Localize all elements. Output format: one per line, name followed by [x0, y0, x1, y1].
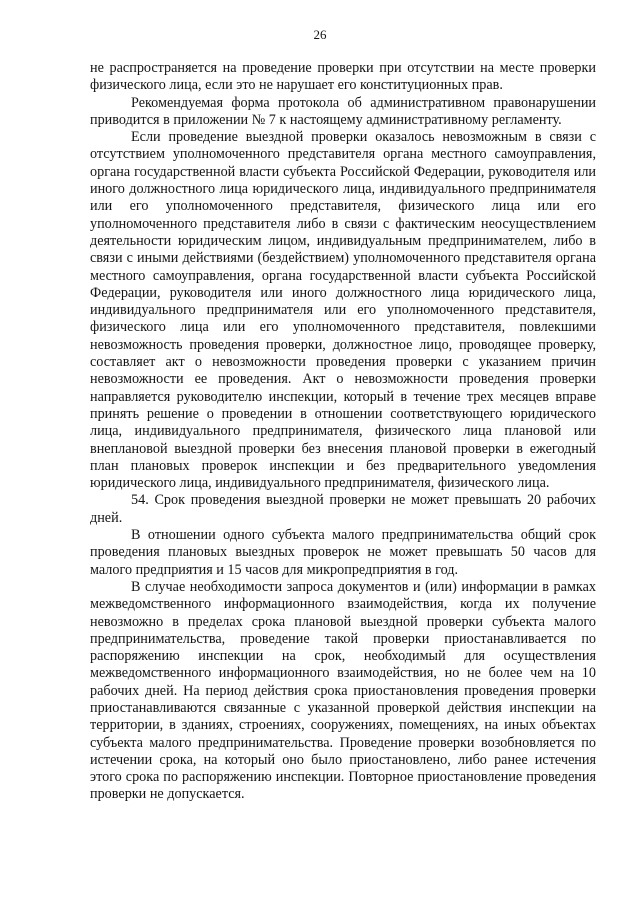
- paragraph-suspension: В случае необходимости запроса документов и (или) информации в рамках межведомственного информационного взаимодействия, когда их получение невозможно в пределах срока плановой выездной проверки субъекта малого предпринимательства, проведение такой проверки приостанавливается по распоряжению инспекции на срок, необходимый для осуществления межведомственного информационного взаимодействия, но не более чем на 10 рабочих дней. На период действия срока приостановления проведения проверки приостанавливаются связанные с указанной проверкой действия инспекции на территории, в зданиях, строениях, сооружениях, помещениях, на иных объектах субъекта малого предпринимательства. Проведение проверки возобновляется по истечении срока, на который оно было приостановлено, либо ранее истечения этого срока по распоряжению инспекции. Повторное приостановление проведения проверки не допускается.: [90, 578, 596, 803]
- paragraph-impossibility-act: Если проведение выездной проверки оказалось невозможным в связи с отсутствием уполномоченного представителя органа местного самоуправления, органа государственной власти субъекта Российской Федерации, руководителя или иного должностного лица юридического лица, индивидуального предпринимателя или его уполномоченного представителя, физического лица или его уполномоченного представителя либо в связи с фактическим неосуществлением деятельности юридическим лицом, индивидуальным предпринимателем, либо в связи с иными действиями (бездействием) уполномоченного представителя органа местного самоуправления, органа государственной власти субъекта Российской Федерации, руководителя или иного должностного лица юридического лица, индивидуального предпринимателя или его уполномоченного представителя, физического лица или его уполномоченного представителя, повлекшими невозможность проведения проверки, должностное лицо, проводящее проверку, составляет акт о невозможности проведения проверки с указанием причин невозможности ее проведения. Акт о невозможности проведения проверки направляется руководителю инспекции, который в течение трех месяцев вправе принять решение о проведении в отношении соответствующего юридического лица, индивидуального предпринимателя, физического лица плановой или внеплановой выездной проверки без внесения плановой проверки в ежегодный план плановых проверок инспекции и без предварительного уведомления юридического лица, индивидуального предпринимателя, физического лица.: [90, 129, 596, 492]
- paragraph-small-business-limit: В отношении одного субъекта малого предпринимательства общий срок проведения плановых выездных проверок не может превышать 50 часов для малого предприятия и 15 часов для микропредприятия в год.: [90, 527, 596, 578]
- paragraph-54-inspection-term: 54. Срок проведения выездной проверки не может превышать 20 рабочих дней.: [90, 492, 596, 526]
- paragraph-protocol-form: Рекомендуемая форма протокола об административном правонарушении приводится в приложении № 7 к настоящему административному регламенту.: [90, 94, 596, 128]
- document-body: [90, 60, 596, 804]
- paragraph-continuation: не распространяется на проведение проверки при отсутствии на месте проверки физического лица, если это не нарушает его конституционных прав.: [90, 60, 596, 94]
- page-number: 26: [313, 27, 327, 42]
